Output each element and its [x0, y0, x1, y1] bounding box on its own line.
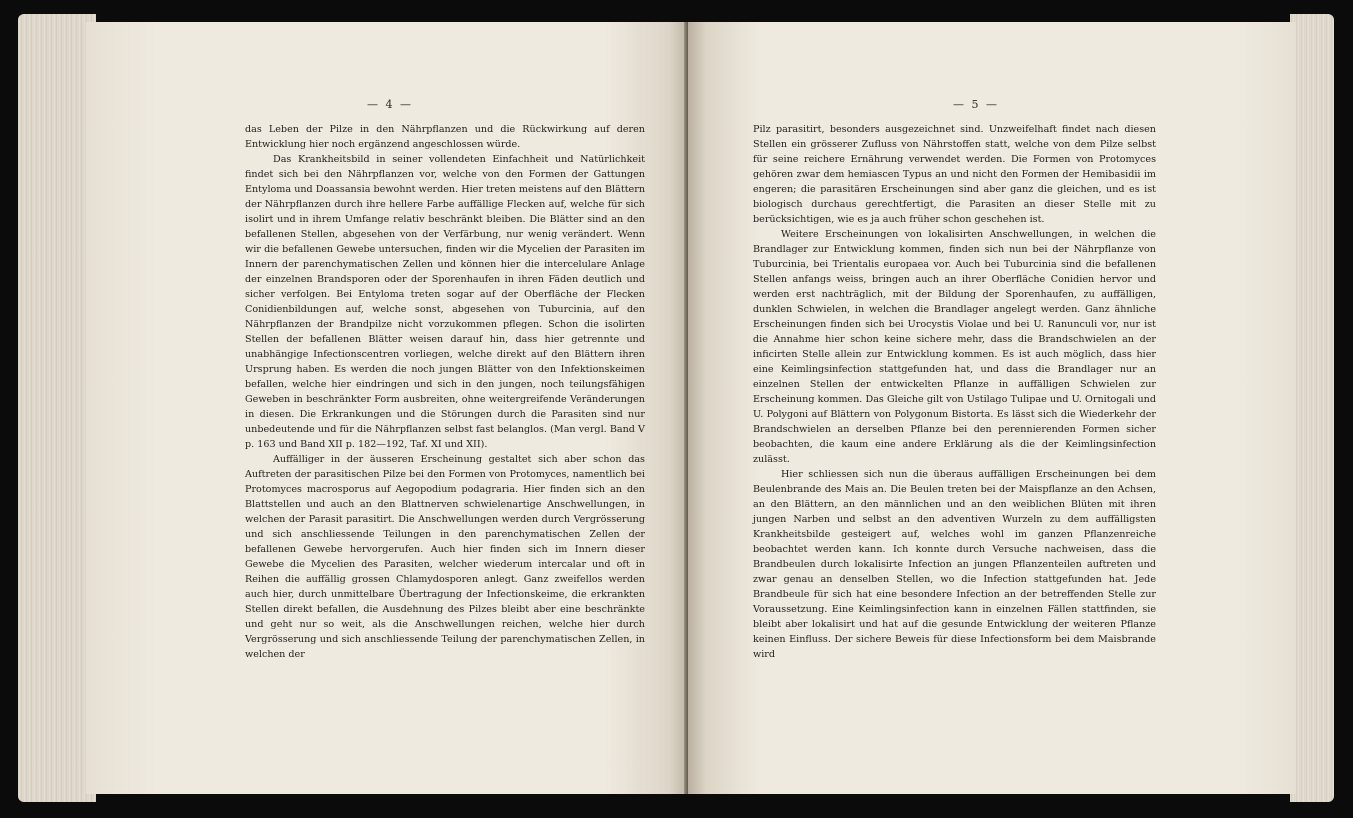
left-page-number: — 4 — — [367, 98, 413, 111]
right-page-text — [753, 122, 1156, 662]
left-page-edges — [18, 14, 96, 802]
right-page-number: — 5 — — [953, 98, 999, 111]
paragraph: Hier schliessen sich nun die überaus auffälligen Erscheinungen bei dem Beulenbrande des Mais an. Die Beulen treten bei der Maispflanze an den Achsen, an den Blättern, an den männlichen und an den weiblichen Blüten mit ihren jungen Narben und selbst an den adventiven Wurzeln zu dem auffälligsten Krankheitsbilde gesteigert auf, welches wohl im ganzen Pflanzenreiche beobachtet werden kann. Ich konnte durch Versuche nachweisen, dass die Brandbeulen durch lokalisirte Infection an jungen Pflanzenteilen auftreten und zwar genau an denselben Stellen, wo die Infection stattgefunden hat. Jede Brandbeule für sich hat eine besondere Infection an der betreffenden Stelle zur Voraussetzung. Eine Keimlingsinfection kann in einzelnen Fällen stattfinden, sie bleibt aber lokalisirt und hat auf die gesunde Entwicklung der weiteren Pflanze keinen Einfluss. Der sichere Beweis für diese Infectionsform bei dem Maisbrande wird — [753, 469, 1156, 660]
paragraph: Das Krankheitsbild in seiner vollendeten Einfachheit und Natürlichkeit findet sich bei den Nährpflanzen vor, welche von den Formen der Gattungen Entyloma und Doassansia bewohnt werden. Hier treten meistens auf den Blättern der Nährpflanzen durch ihre hellere Farbe auffällige Flecken auf, welche für sich isolirt und in ihrem Umfange relativ beschränkt bleiben. Die Blätter sind an den befallenen Stellen, abgesehen von der Verfärbung, nur wenig verändert. Wenn wir die befallenen Gewebe untersuchen, finden wir die Mycelien der Parasiten im Innern der parenchymatischen Zellen und können hier die intercelulare Anlage der einzelnen Brandsporen oder der Sporenhaufen in ihren Fäden deutlich und sicher verfolgen. Bei Entyloma treten sogar auf der Oberfläche der Flecken Conidienbildungen auf, welche sonst, abgesehen von Tuburcinia, auf den Nährpflanzen der Brandpilze nicht vorzukommen pflegen. Schon die isolirten Stellen der befallenen Blätter weisen darauf hin, dass hier getrennte und unabhängige Infectionscentren vorliegen, welche direkt auf den Blättern ihren Ursprung haben. Es werden die noch jungen Blätter von den Infektionskeimen befallen, welche hier eindringen und sich in den jungen, noch teilungsfähigen Geweben in beschränkter Form ausbreiten, ohne weitergreifende Veränderungen in diesen. Die Erkrankungen und die Störungen durch die Parasiten sind nur unbedeutende und für die Nährpflanzen selbst fast belanglos. (Man vergl. Band V p. 163 und Band XII p. 182—192, Taf. XI und XII). — [245, 154, 645, 450]
paragraph: das Leben der Pilze in den Nährpflanzen und die Rückwirkung auf deren Entwicklung hier noch ergänzend angeschlossen würde. — [245, 124, 645, 150]
left-page — [86, 22, 688, 794]
left-page-text — [245, 122, 645, 662]
paragraph: Auffälliger in der äusseren Erscheinung gestaltet sich aber schon das Auftreten der parasitischen Pilze bei den Formen von Protomyces, namentlich bei Protomyces macrosporus auf Aegopodium podagraria. Hier finden sich an den Blattstellen und auch an den Blattnerven schwielenartige Anschwellungen, in welchen der Parasit parasitirt. Die Anschwellungen werden durch Vergrösserung und sich anschliessende Teilungen in den parenchymatischen Zellen der befallenen Gewebe hervorgerufen. Auch hier finden sich im Innern dieser Gewebe die Mycelien des Parasiten, welcher wiederum intercalar und oft in Reihen die auffällig grossen Chlamydosporen anlegt. Ganz zweifellos werden auch hier, durch unmittelbare Übertragung der Infectionskeime, die erkrankten Stellen direkt befallen, die Ausdehnung des Pilzes bleibt aber eine beschränkte und geht nur so weit, als die Anschwellungen reichen, welche hier durch Vergrösserung und sich anschliessende Teilung der parenchymatischen Zellen, in welchen der — [245, 454, 645, 660]
right-page-edges — [1290, 14, 1334, 802]
right-page — [688, 22, 1296, 794]
paragraph: Pilz parasitirt, besonders ausgezeichnet sind. Unzweifelhaft findet nach diesen Stellen ein grösserer Zufluss von Nährstoffen statt, welche von dem Pilze selbst für seine reichere Ernährung verwendet werden. Die Formen von Protomyces gehören zwar dem hemiascen Typus an und nicht den Formen der Hemibasidii im engeren; die parasitären Erscheinungen sind aber ganz die gleichen, und es ist biologisch durchaus gerechtfertigt, die Parasiten an dieser Stelle mit zu berücksichtigen, wie es ja auch früher schon geschehen ist. — [753, 124, 1156, 225]
paragraph: Weitere Erscheinungen von lokalisirten Anschwellungen, in welchen die Brandlager zur Entwicklung kommen, finden sich nun bei der Nährpflanze von Tuburcinia, bei Trientalis europaea vor. Auch bei Tuburcinia sind die befallenen Stellen anfangs weiss, bringen auch an ihrer Oberfläche Conidien hervor und werden erst nachträglich, mit der Bildung der Sporenhaufen, zu auffälligen, dunklen Schwielen, in welchen die Brandlager angelegt werden. Ganz ähnliche Erscheinungen finden sich bei Urocystis Violae und bei U. Ranunculi vor, nur ist die Annahme hier schon keine sichere mehr, dass die Brandschwielen an der inficirten Stelle allein zur Entwicklung kommen. Es ist auch möglich, dass hier eine Keimlingsinfection stattgefunden hat, und dass die Brandlager nur an einzelnen Stellen der entwickelten Pflanze in auffälligen Schwielen zur Erscheinung kommen. Das Gleiche gilt von Ustilago Tulipae und U. Ornitogali und U. Polygoni auf Blättern von Polygonum Bistorta. Es lässt sich die Wiederkehr der Brandschwielen an derselben Pflanze bei den perennierenden Formen sicher beobachten, die kaum eine andere Erklärung als die der Keimlingsinfection zulässt. — [753, 229, 1156, 465]
